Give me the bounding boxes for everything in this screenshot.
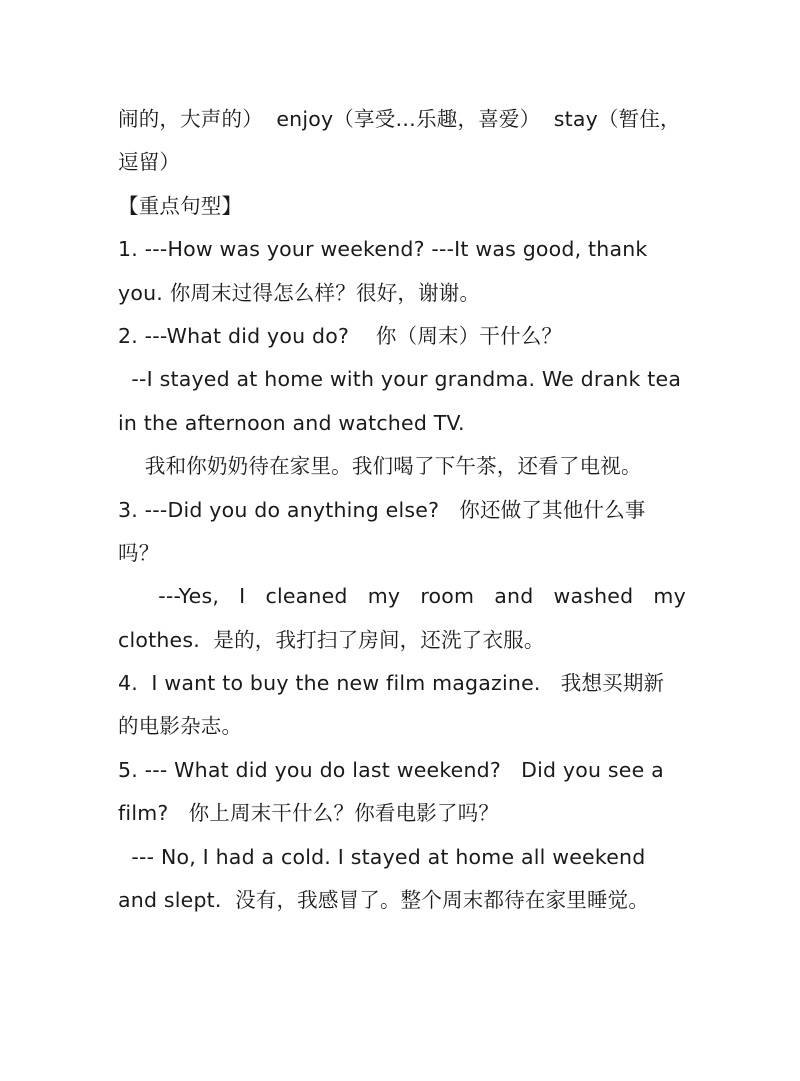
sentence-1-english: 1. ---How was your weekend? ---It was good, thank: [118, 237, 648, 262]
justified-word: cleaned: [265, 584, 348, 609]
sentence-5-answer-line-2: and slept. 没有，我感冒了。整个周末都待在家里睡觉。: [118, 888, 650, 913]
sentence-5-answer-line-1: --- No, I had a cold. I stayed at home all weekend: [118, 844, 646, 869]
sentence-5-question-line-1: 5. --- What did you do last weekend? Did you see a: [118, 757, 664, 782]
justified-word: my: [367, 584, 401, 609]
sentence-2-answer-line-1: --I stayed at home with your grandma. We drank tea: [118, 367, 682, 392]
justified-word: washed: [553, 584, 634, 609]
sentence-5-question-line-2: film? 你上周末干什么？你看电影了吗？: [118, 801, 500, 826]
justified-word: I: [239, 584, 246, 609]
justified-word: ---Yes,: [118, 584, 220, 609]
sentence-2-question: 2. ---What did you do? 你（周末）干什么？: [118, 323, 563, 348]
justified-word: room: [420, 584, 475, 609]
sentence-3-question-line-1: 3. ---Did you do anything else? 你还做了其他什么事: [118, 497, 646, 522]
sentence-4-line-1: 4. I want to buy the new film magazine. 我想买期新: [118, 671, 665, 696]
vocab-line-1: 闹的，大声的） enjoy（享受…乐趣，喜爱） stay（暂住，: [118, 107, 681, 131]
sentence-3-answer-line-1: [118, 575, 686, 618]
vocab-line-2: 逗留）: [118, 150, 181, 175]
sentence-3-question-line-2: 吗？: [118, 540, 160, 565]
sentence-1-translation: you. 你周末过得怎么样？很好，谢谢。: [118, 280, 481, 305]
sentence-2-answer-line-2: in the afternoon and watched TV.: [118, 410, 465, 435]
sentence-4-line-2: 的电影杂志。: [118, 714, 243, 739]
section-heading: 【重点句型】: [118, 193, 243, 218]
justified-word: and: [494, 584, 534, 609]
justified-word: my: [653, 584, 686, 609]
document-body: [118, 98, 686, 922]
sentence-3-answer-line-2: clothes. 是的，我打扫了房间，还洗了衣服。: [118, 627, 545, 652]
sentence-2-translation: 我和你奶奶待在家里。我们喝了下午茶，还看了电视。: [118, 454, 642, 479]
